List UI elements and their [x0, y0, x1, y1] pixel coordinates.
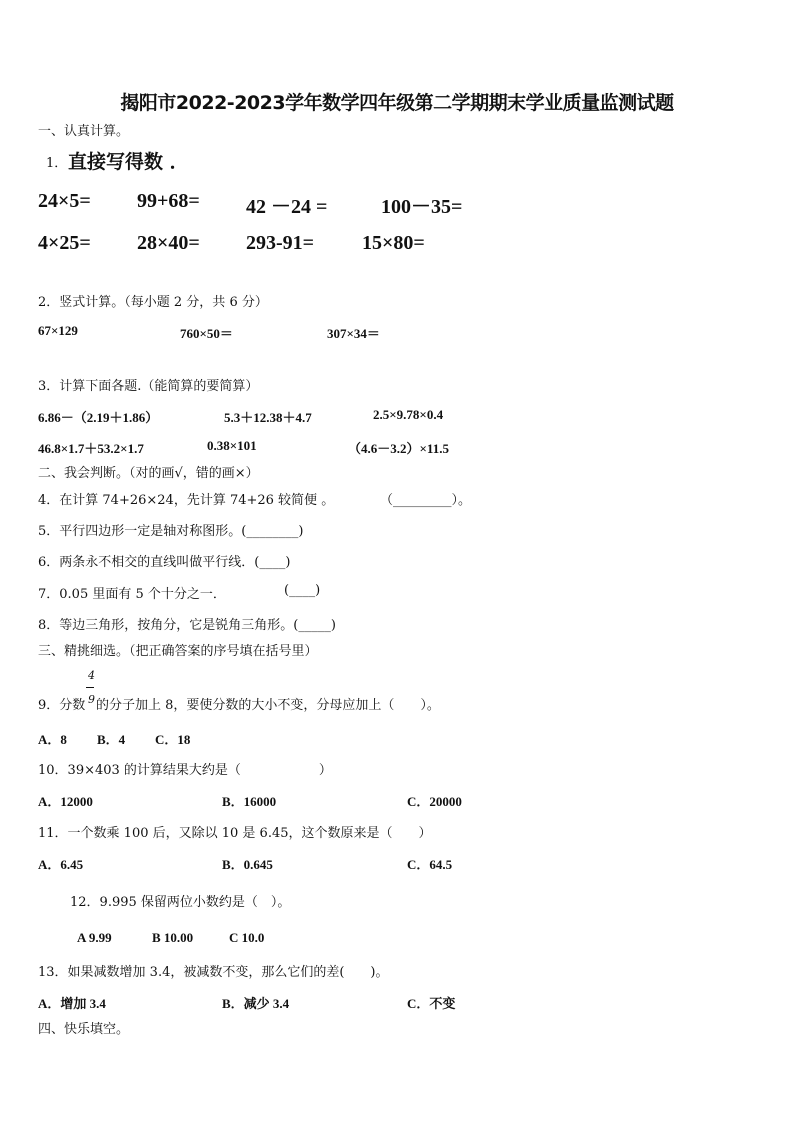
q2-item: 307×34＝	[327, 326, 380, 341]
q9-prefix: 9．分数	[38, 698, 86, 713]
q13-option[interactable]: C．不变	[407, 996, 456, 1011]
q11-option[interactable]: C．64.5	[407, 857, 453, 872]
q12-text: 12．9.995 保留两位小数约是（ ）。	[70, 895, 291, 910]
q3-text: 3．计算下面各题.（能简算的要简算）	[38, 379, 259, 394]
q12-option[interactable]: C 10.0	[229, 930, 265, 945]
q8-text: 8．等边三角形，按角分，它是锐角三角形。(_____)	[38, 618, 336, 633]
q10-option[interactable]: A．12000	[38, 794, 93, 809]
q11-option[interactable]: B．0.645	[222, 857, 273, 872]
q13-option[interactable]: A．增加 3.4	[38, 996, 106, 1011]
section-4-heading: 四、快乐填空。	[38, 1022, 130, 1037]
q3-item: 0.38×101	[207, 438, 257, 453]
q1-item: 42 －24 =	[246, 196, 328, 218]
q7-text: 7．0.05 里面有 5 个十分之一．	[38, 587, 226, 602]
q9-option[interactable]: C．18	[155, 732, 191, 747]
q1-item: 99+68=	[137, 190, 200, 212]
q4-answer-blank[interactable]: （_________）。	[380, 493, 472, 508]
q2-item: 67×129	[38, 323, 78, 338]
page-title: 揭阳市2022-2023学年数学四年级第二学期期末学业质量监测试题	[120, 92, 674, 114]
q3-item: 5.3＋12.38＋4.7	[224, 410, 312, 425]
q2-text: 2．竖式计算。（每小题 2 分，共 6 分）	[38, 295, 268, 310]
q11-option[interactable]: A．6.45	[38, 857, 84, 872]
q3-item: 6.86－（2.19＋1.86）	[38, 410, 159, 425]
q10-option[interactable]: B．16000	[222, 794, 277, 809]
q7-answer-blank[interactable]: (____)	[284, 583, 321, 598]
section-2-heading: 二、我会判断。（对的画√，错的画×）	[38, 466, 259, 481]
q11-text: 11．一个数乘 100 后，又除以 10 是 6.45，这个数原来是（ ）	[38, 826, 432, 841]
q2-item: 760×50＝	[180, 326, 233, 341]
section-1-heading: 一、认真计算。	[38, 124, 130, 139]
q12-option[interactable]: A 9.99	[77, 930, 112, 945]
q13-option[interactable]: B．减少 3.4	[222, 996, 290, 1011]
q9-text: 的分子加上 8，要使分数的大小不变，分母应加上（ ）。	[96, 698, 440, 713]
q4-text: 4．在计算 74+26×24，先计算 74+26 较简便 。	[38, 493, 335, 508]
q13-text: 13．如果减数增加 3.4，被减数不变，那么它们的差( )。	[38, 965, 389, 980]
q1-item: 4×25=	[38, 232, 91, 254]
q5-text: 5．平行四边形一定是轴对称图形。(________)	[38, 524, 304, 539]
q9-fraction-denominator: 9	[88, 693, 95, 706]
q3-item: 2.5×9.78×0.4	[373, 407, 444, 422]
q9-fraction-bar	[86, 687, 94, 688]
q1-heading: 直接写得数 ．	[68, 151, 189, 173]
q10-text: 10．39×403 的计算结果大约是（ ）	[38, 763, 332, 778]
q9-fraction-numerator: 4	[88, 669, 95, 682]
q10-option[interactable]: C．20000	[407, 794, 462, 809]
q1-item: 100－35=	[381, 196, 463, 218]
q1-item: 24×5=	[38, 190, 91, 212]
q6-text: 6．两条永不相交的直线叫做平行线．(____)	[38, 555, 291, 570]
section-3-heading: 三、精挑细选。（把正确答案的序号填在括号里）	[38, 644, 318, 659]
q12-option[interactable]: B 10.00	[152, 930, 194, 945]
q1-item: 28×40=	[137, 232, 200, 254]
q3-item: 46.8×1.7＋53.2×1.7	[38, 441, 144, 456]
q1-item: 293-91=	[246, 232, 315, 254]
q3-item: （4.6－3.2）×11.5	[348, 441, 449, 456]
q9-option[interactable]: A．8	[38, 732, 67, 747]
q9-option[interactable]: B．4	[97, 732, 126, 747]
q1-item: 15×80=	[362, 232, 425, 254]
q1-number: 1．	[46, 156, 68, 171]
